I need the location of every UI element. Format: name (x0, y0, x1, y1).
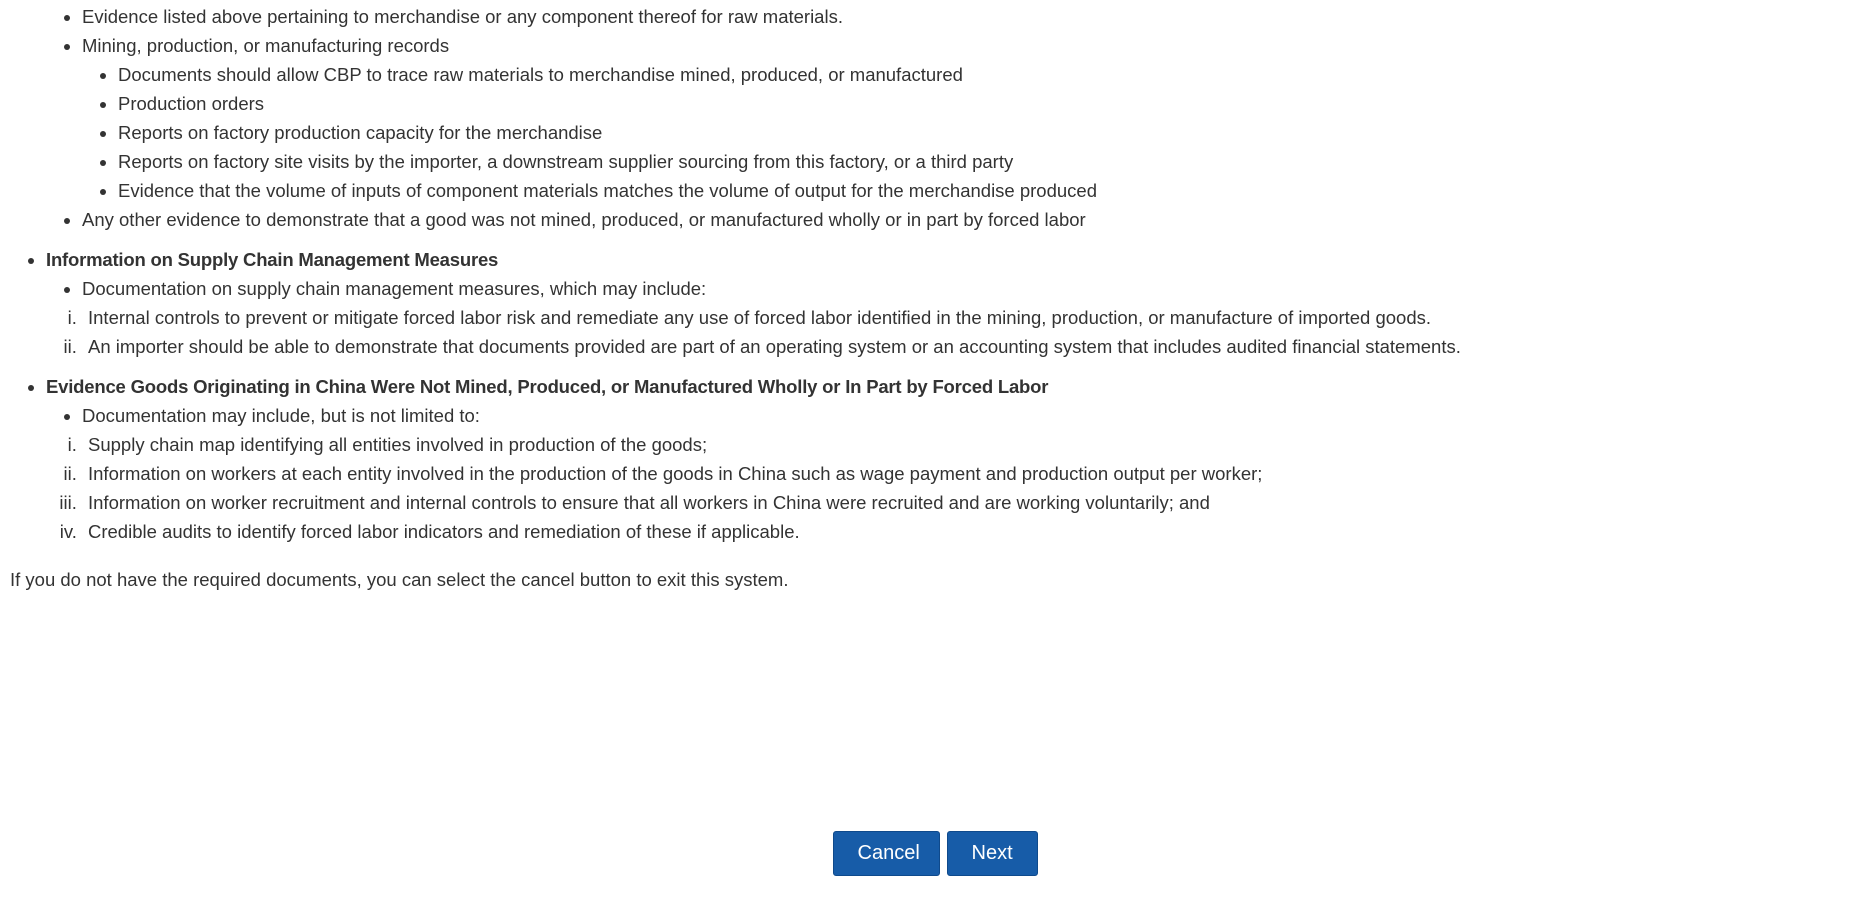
list-item: ii. An importer should be able to demonstrate that documents provided are part of an operating system or an accounting system that includes audited financial statements. (82, 332, 1850, 361)
list-item-label: Documentation may include, but is not limited to: (82, 405, 480, 426)
list-item: iii. Information on worker recruitment and internal controls to ensure that all workers in China were recruited and are working voluntarily; and (82, 488, 1850, 517)
evidence-sublist (46, 2, 1850, 234)
action-buttons (0, 831, 1870, 876)
list-item: • Any other evidence to demonstrate that a good was not mined, produced, or manufactured wholly or in part by forced labor (82, 205, 1850, 234)
list-item: • Evidence that the volume of inputs of component materials matches the volume of output for the merchandise produced (118, 176, 1850, 205)
china-section (46, 372, 1850, 546)
exit-instruction: If you do not have the required documents, you can select the cancel button to exit this system. (10, 569, 789, 590)
china-roman-list (52, 430, 1850, 546)
list-item: • Documents should allow CBP to trace raw materials to merchandise mined, produced, or manufactured (118, 60, 1850, 89)
cancel-button[interactable]: Cancel (833, 831, 940, 876)
document-content (10, 2, 1850, 594)
list-item (82, 401, 1850, 546)
supply-chain-sublist (46, 274, 1850, 361)
list-item: i. Internal controls to prevent or mitigate forced labor risk and remediate any use of forced labor identified in the mining, production, or manufacture of imported goods. (82, 303, 1850, 332)
supply-chain-section (46, 245, 1850, 361)
list-item-label: Documentation on supply chain management measures, which may include: (82, 278, 707, 299)
list-item: i. Supply chain map identifying all entities involved in production of the goods; (82, 430, 1850, 459)
mining-sublist (82, 60, 1850, 205)
list-item: iv. Credible audits to identify forced labor indicators and remediation of these if applicable. (82, 517, 1850, 546)
list-item: • Production orders (118, 89, 1850, 118)
list-item (82, 274, 1850, 361)
list-item: ii. Information on workers at each entity involved in the production of the goods in China such as wage payment and production output per worker; (82, 459, 1850, 488)
list-item (82, 31, 1850, 205)
section-heading: Information on Supply Chain Management Measures (46, 249, 499, 270)
china-sublist (46, 401, 1850, 546)
list-item (46, 2, 1850, 234)
requirements-list (10, 2, 1850, 546)
list-item-label: Mining, production, or manufacturing records (82, 35, 450, 56)
next-button[interactable]: Next (947, 831, 1038, 876)
section-heading: Evidence Goods Originating in China Were Not Mined, Produced, or Manufactured Wholly or In Part by Forced Labor (46, 376, 1049, 397)
supply-chain-roman-list (52, 303, 1850, 361)
list-item: • Reports on factory site visits by the importer, a downstream supplier sourcing from this factory, or a third party (118, 147, 1850, 176)
list-item: • Evidence listed above pertaining to merchandise or any component thereof for raw materials. (82, 2, 1850, 31)
list-item: • Reports on factory production capacity for the merchandise (118, 118, 1850, 147)
